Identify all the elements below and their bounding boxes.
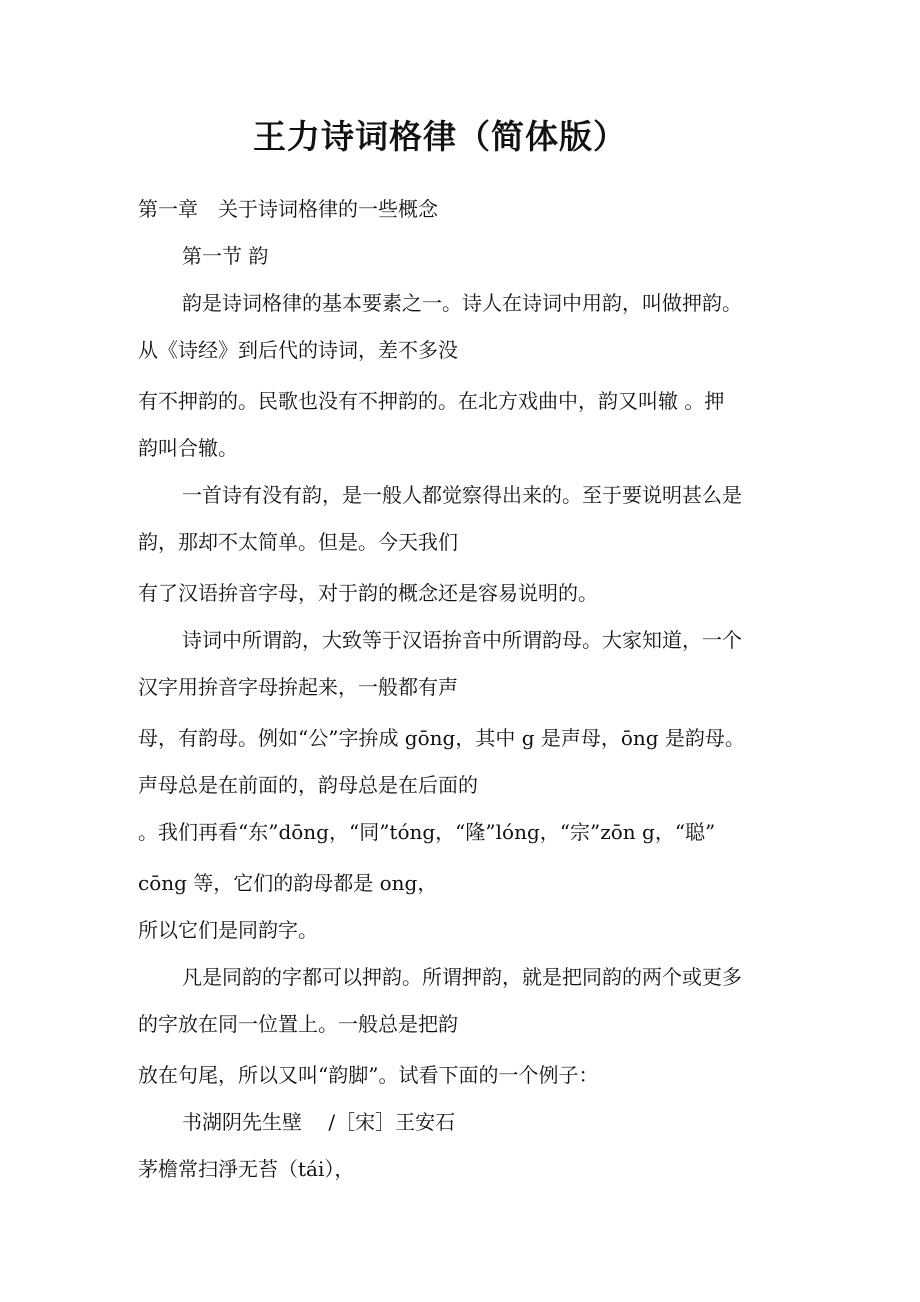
paragraph-line: 韵是诗词格律的基本要素之一。诗人在诗词中用韵，叫做押韵。	[182, 291, 742, 315]
paragraph-line: 声母总是在前面的，韵母总是在后面的	[138, 773, 478, 797]
poem-title: 书湖阴先生壁 /［宋］王安石	[182, 1110, 456, 1134]
poem-line: 茅檐常扫淨无苔（tái），	[138, 1157, 355, 1181]
paragraph-line: 韵叫合辙。	[138, 436, 238, 460]
paragraph-line: 从《诗经》到后代的诗词，差不多没	[138, 338, 458, 362]
paragraph-line: 。我们再看“东”dōng，“同”tóng，“隆”lóng，“宗”zōn g，“聪”	[138, 820, 716, 844]
chapter-heading: 第一章 关于诗词格律的一些概念	[138, 197, 438, 221]
section-heading: 第一节 韵	[182, 244, 269, 268]
paragraph-line: 凡是同韵的字都可以押韵。所谓押韵，就是把同韵的两个或更多	[182, 965, 742, 989]
paragraph-line: 有了汉语拚音字母，对于韵的概念还是容易说明的。	[138, 581, 598, 605]
paragraph-line: 诗词中所谓韵，大致等于汉语拚音中所谓韵母。大家知道，一个	[182, 628, 742, 652]
paragraph-line: 母，有韵母。例如“公”字拚成 gōng，其中 g 是声母，ōng 是韵母。	[138, 726, 745, 750]
paragraph-line: 有不押韵的。民歌也没有不押韵的。在北方戏曲中，韵又叫辙 。押	[138, 389, 725, 413]
paragraph-line: cōng 等，它们的韵母都是 ong，	[138, 871, 438, 895]
paragraph-line: 的字放在同一位置上。一般总是把韵	[138, 1012, 458, 1036]
document-title: 王力诗词格律（简体版）	[253, 117, 627, 156]
paragraph-line: 一首诗有没有韵，是一般人都觉察得出来的。至于要说明甚么是	[182, 483, 742, 507]
paragraph-line: 汉字用拚音字母拚起来，一般都有声	[138, 675, 458, 699]
paragraph-line: 所以它们是同韵字。	[138, 918, 318, 942]
paragraph-line: 放在句尾，所以又叫“韵脚”。试看下面的一个例子：	[138, 1063, 599, 1087]
paragraph-line: 韵，那却不太简单。但是。今天我们	[138, 530, 458, 554]
